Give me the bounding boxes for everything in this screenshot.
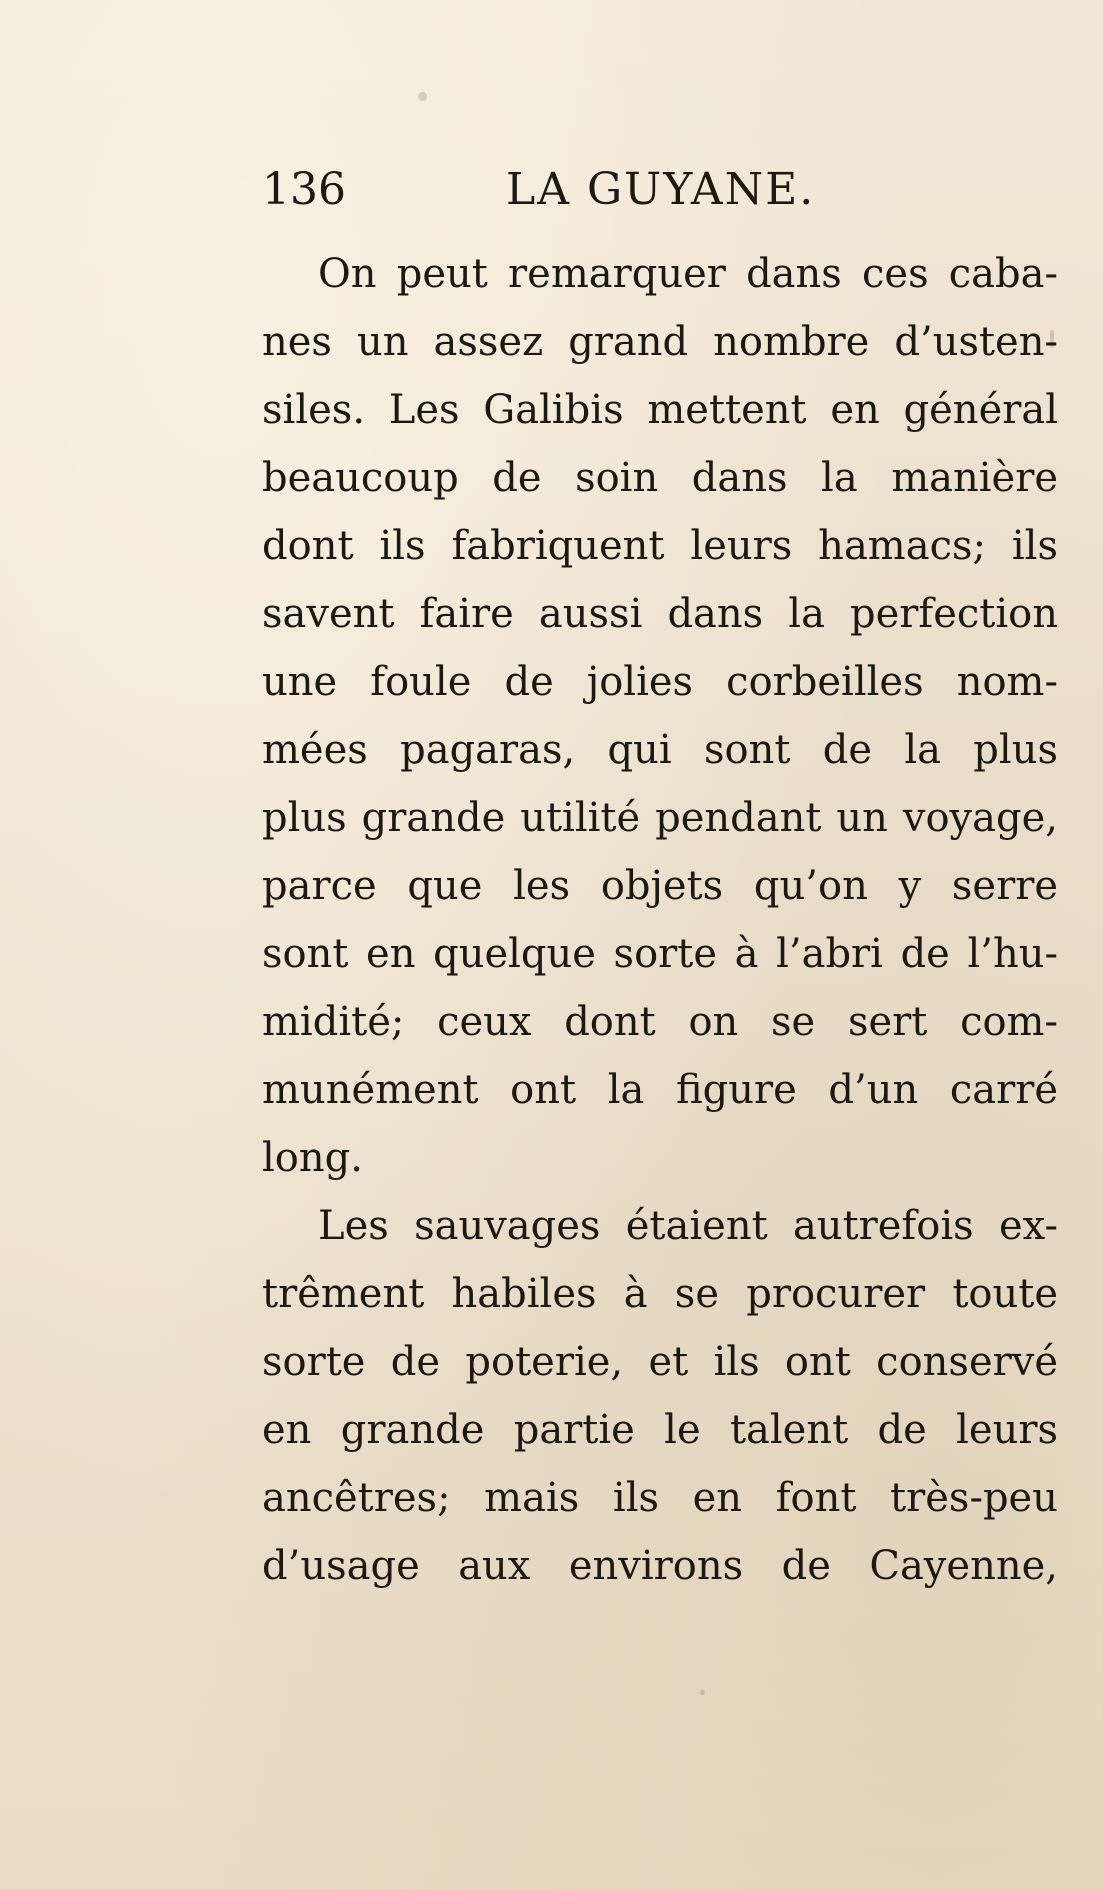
text-line: en grande partie le talent de leurs [262,1407,1058,1453]
text-line: long. [262,1135,363,1181]
text-line: siles. Les Galibis mettent en général [262,387,1058,433]
text-line: munément ont la figure d’un carré [262,1067,1058,1113]
text-line: dont ils fabriquent leurs hamacs; ils [262,523,1058,569]
text-line: sorte de poterie, et ils ont conservé [262,1339,1058,1385]
paper-stain [700,1690,705,1695]
text-line: mées pagaras, qui sont de la plus [262,727,1058,773]
paragraph [262,1192,1058,1600]
paper-stain [418,92,427,101]
text-line: savent faire aussi dans la perfection [262,591,1058,637]
text-line: parce que les objets qu’on y serre [262,863,1058,909]
paragraph [262,240,1058,1192]
text-line: une foule de jolies corbeilles nom- [262,659,1058,705]
text-line: Les sauvages étaient autrefois ex- [318,1203,1058,1249]
text-line: trêment habiles à se procurer toute [262,1271,1058,1317]
page-number: 136 [262,164,346,215]
page-title: LA GUYANE. [506,164,816,215]
text-line: midité; ceux dont on se sert com- [262,999,1058,1045]
text-line: beaucoup de soin dans la manière [262,455,1058,501]
text-line: ancêtres; mais ils en font très-peu [262,1475,1058,1521]
body-text [262,240,1058,1600]
running-head [262,160,862,220]
text-line: plus grande utilité pendant un voyage, [262,795,1058,841]
text-line: sont en quelque sorte à l’abri de l’hu- [262,931,1058,977]
text-line: nes un assez grand nombre d’usten- [262,319,1058,365]
text-line: On peut remarquer dans ces caba- [318,251,1058,297]
text-line: d’usage aux environs de Cayenne, [262,1543,1058,1589]
